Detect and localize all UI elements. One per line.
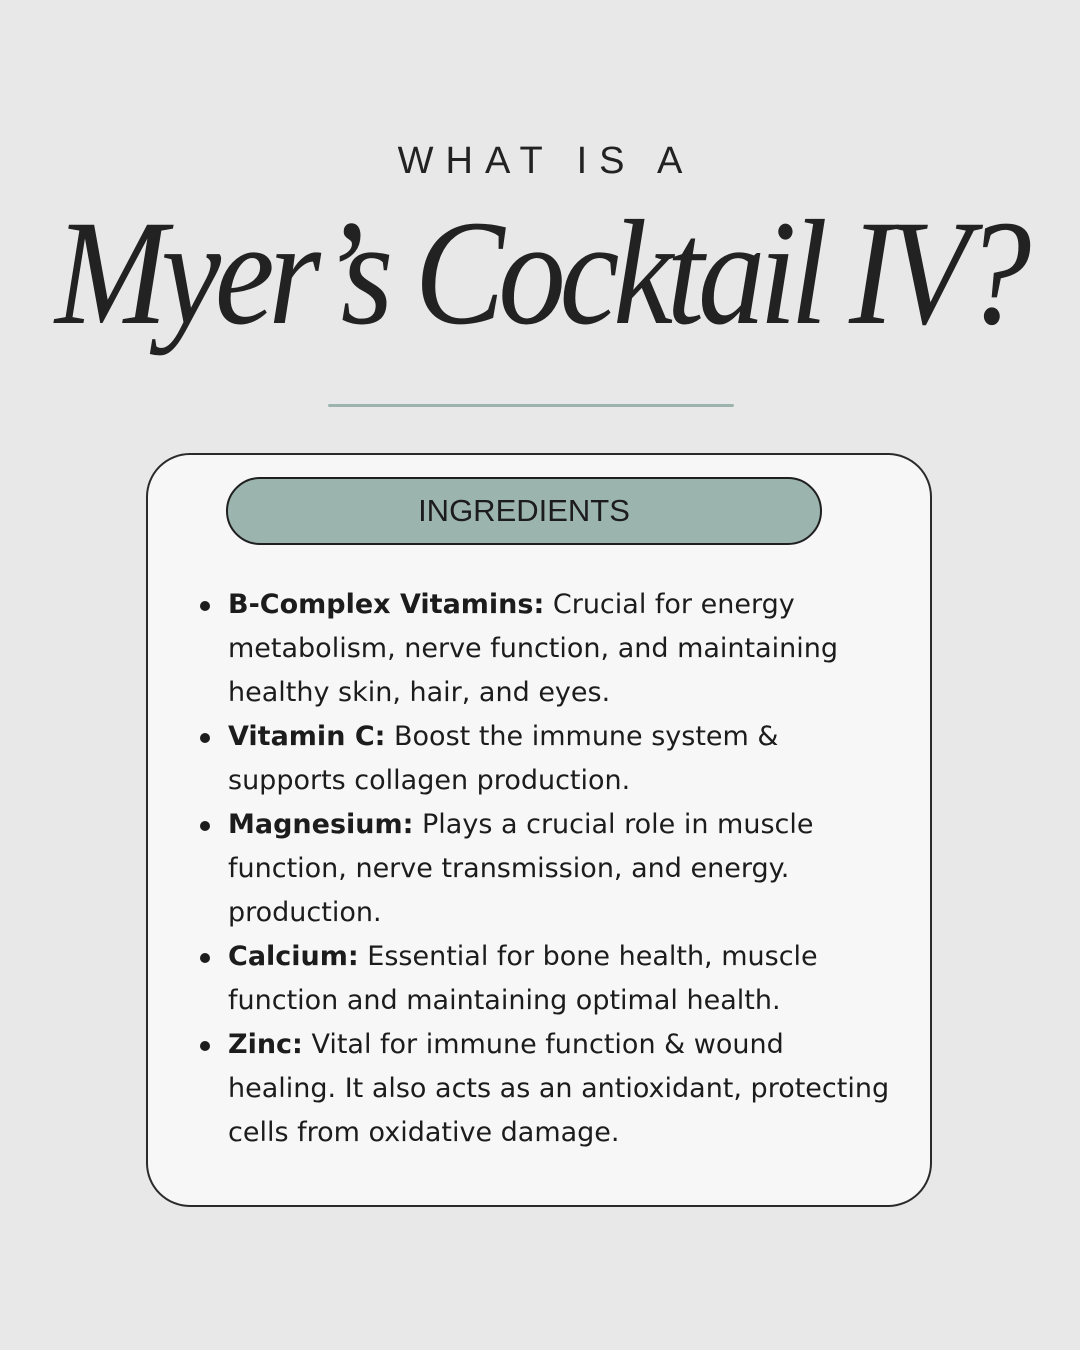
bullet-icon	[200, 1041, 210, 1051]
ingredient-vitamin-c	[200, 715, 900, 803]
ingredient-description: Plays a crucial role in muscle function, nerve transmission, and energy. production.	[228, 809, 814, 928]
title-divider	[328, 404, 734, 407]
ingredient-name: Calcium:	[228, 941, 359, 972]
eyebrow-text: WHAT IS A	[397, 140, 695, 182]
ingredient-description: Boost the immune system & supports collagen production.	[228, 721, 779, 796]
bullet-icon	[200, 733, 210, 743]
bullet-icon	[200, 953, 210, 963]
ingredient-description: Crucial for energy metabolism, nerve function, and maintaining healthy skin, hair, and eyes.	[228, 589, 839, 708]
page-title: Myer’s Cocktail IV?	[54, 190, 1026, 356]
ingredient-name: Vitamin C:	[228, 721, 386, 752]
ingredient-name: Zinc:	[228, 1029, 303, 1060]
ingredient-description: Essential for bone health, muscle function and maintaining optimal health.	[228, 941, 818, 1016]
ingredient-b-complex	[200, 583, 900, 715]
ingredient-magnesium	[200, 803, 900, 935]
ingredients-pill	[226, 477, 822, 545]
ingredients-card	[146, 453, 932, 1207]
ingredient-name: Magnesium:	[228, 809, 414, 840]
ingredient-name: B-Complex Vitamins:	[228, 589, 545, 620]
bullet-icon	[200, 821, 210, 831]
ingredient-calcium	[200, 935, 900, 1023]
bullet-icon	[200, 601, 210, 611]
ingredient-description: Vital for immune function & wound healing. It also acts as an antioxidant, protecting cells from oxidative damage.	[228, 1029, 890, 1148]
ingredients-list	[200, 583, 900, 1155]
ingredients-heading: INGREDIENTS	[418, 493, 630, 528]
ingredient-zinc	[200, 1023, 900, 1155]
